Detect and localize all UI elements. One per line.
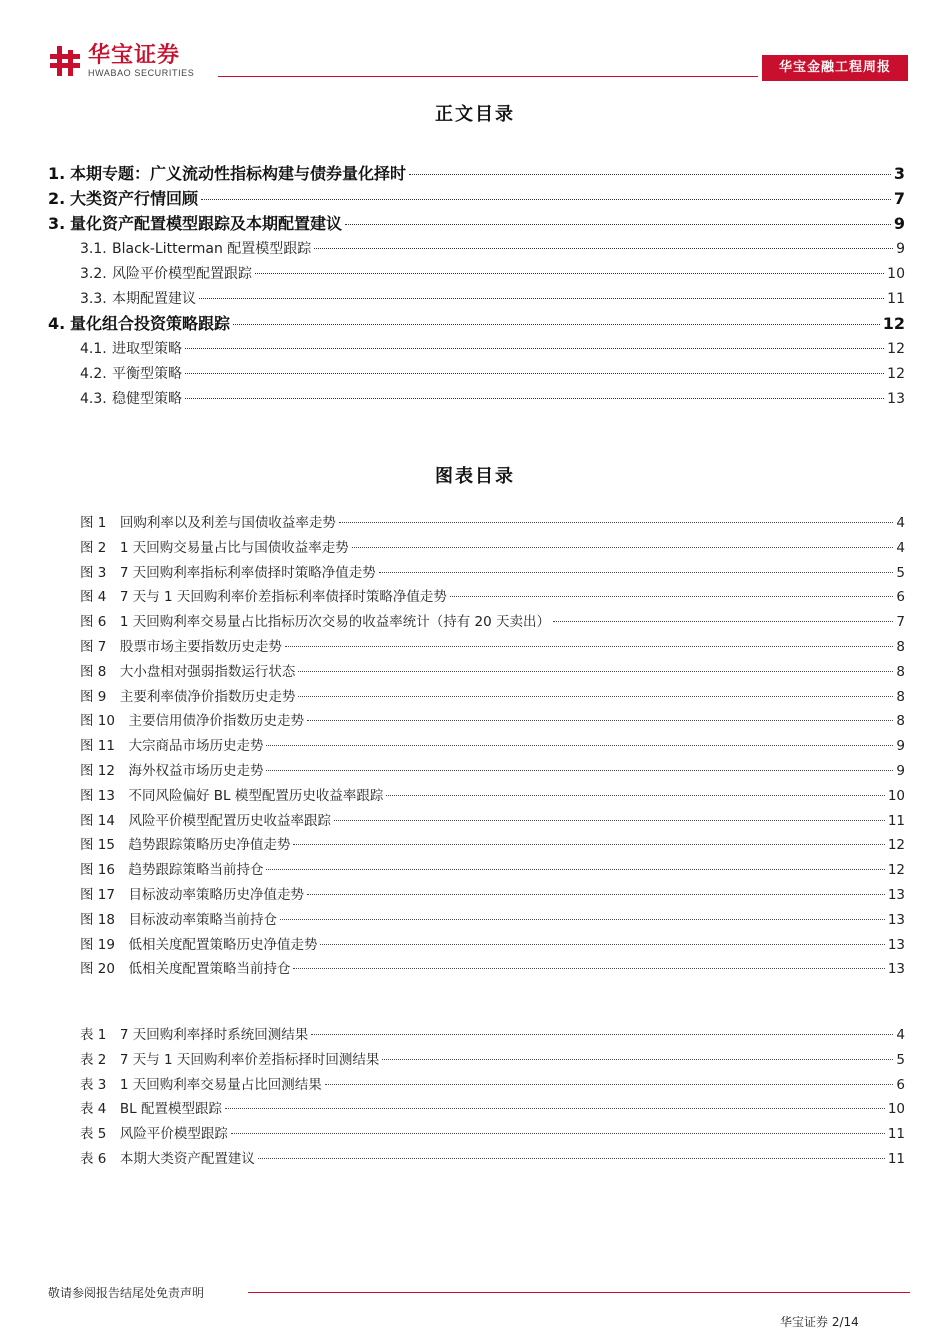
toc-subitem[interactable]: 3.1. Black-Litterman 配置模型跟踪 9: [80, 241, 905, 257]
figure-list-item[interactable]: 图 1 回购利率以及利差与国债收益率走势 4: [80, 515, 905, 531]
page-number: 华宝证券 2/14: [780, 1315, 859, 1329]
table-list-item[interactable]: 表 1 7 天回购利率择时系统回测结果 4: [80, 1027, 905, 1043]
figure-list-item[interactable]: 图 16 趋势跟踪策略当前持仓 12: [80, 862, 905, 879]
figure-list-item[interactable]: 图 20 低相关度配置策略当前持仓 13: [80, 961, 905, 978]
figure-list-item[interactable]: 图 19 低相关度配置策略历史净值走势 13: [80, 936, 905, 953]
figure-list-item[interactable]: 图 12 海外权益市场历史走势 9: [80, 763, 905, 779]
toc-item[interactable]: 3. 量化资产配置模型跟踪及本期配置建议 9: [48, 214, 905, 233]
table-list-item[interactable]: 表 6 本期大类资产配置建议 11: [80, 1151, 905, 1167]
figure-list-item[interactable]: 图 13 不同风险偏好 BL 模型配置历史收益率跟踪 10: [80, 787, 905, 804]
company-logo: [48, 44, 194, 80]
logo-chinese-name: 华宝证券: [88, 43, 181, 68]
toc-item[interactable]: 1. 本期专题：广义流动性指标构建与债券量化择时 3: [48, 164, 905, 183]
toc-subitem[interactable]: 4.2. 平衡型策略 12: [80, 366, 905, 382]
toc-subitem[interactable]: 3.2. 风险平价模型配置跟踪 10: [80, 266, 905, 282]
page-header: [0, 0, 950, 90]
figure-list-item[interactable]: 图 14 风险平价模型配置历史收益率跟踪 11: [80, 812, 905, 829]
figure-list-item[interactable]: 图 7 股票市场主要指数历史走势 8: [80, 639, 905, 655]
header-divider: [218, 76, 758, 77]
figure-list-item[interactable]: 图 10 主要信用债净价指数历史走势 8: [80, 713, 905, 730]
table-list-item[interactable]: 表 3 1 天回购利率交易量占比回测结果 6: [80, 1076, 905, 1093]
toc-item[interactable]: 4. 量化组合投资策略跟踪 12: [48, 314, 905, 333]
toc-subitem[interactable]: 4.1. 进取型策略 12: [80, 341, 905, 357]
figure-list-item[interactable]: 图 18 目标波动率策略当前持仓 13: [80, 911, 905, 928]
figure-list-item[interactable]: 图 8 大小盘相对强弱指数运行状态 8: [80, 663, 905, 680]
toc-title: 正文目录: [435, 104, 515, 125]
figure-list-item[interactable]: 图 11 大宗商品市场历史走势 9: [80, 738, 905, 755]
report-series-tag: 华宝金融工程周报: [762, 55, 908, 81]
figure-list-item[interactable]: 图 3 7 天回购利率指标利率债择时策略净值走势 5: [80, 564, 905, 581]
toc-subitem[interactable]: 3.3. 本期配置建议 11: [80, 291, 905, 307]
figure-list-item[interactable]: 图 2 1 天回购交易量占比与国债收益率走势 4: [80, 539, 905, 556]
footer-divider: [248, 1292, 910, 1293]
table-list-item[interactable]: 表 4 BL 配置模型跟踪 10: [80, 1101, 905, 1118]
table-list-item[interactable]: 表 5 风险平价模型跟踪 11: [80, 1126, 905, 1143]
figure-list-item[interactable]: 图 4 7 天与 1 天回购利率价差指标利率债择时策略净值走势 6: [80, 589, 905, 606]
hwabao-logo-icon: [48, 44, 82, 78]
logo-english-name: HWABAO SECURITIES: [88, 68, 195, 78]
figure-list-item[interactable]: 图 17 目标波动率策略历史净值走势 13: [80, 887, 905, 903]
figure-list-item[interactable]: 图 9 主要利率债净价指数历史走势 8: [80, 688, 905, 705]
figure-list-item[interactable]: 图 6 1 天回购利率交易量占比指标历次交易的收益率统计（持有 20 天卖出） 7: [80, 614, 905, 631]
figure-list-title: 图表目录: [435, 466, 515, 487]
toc-subitem[interactable]: 4.3. 稳健型策略 13: [80, 391, 905, 407]
disclaimer-note: 敬请参阅报告结尾处免责声明: [48, 1286, 205, 1300]
table-list-item[interactable]: 表 2 7 天与 1 天回购利率价差指标择时回测结果 5: [80, 1051, 905, 1068]
figure-list-item[interactable]: 图 15 趋势跟踪策略历史净值走势 12: [80, 837, 905, 854]
toc-item[interactable]: 2. 大类资产行情回顾 7: [48, 189, 905, 208]
